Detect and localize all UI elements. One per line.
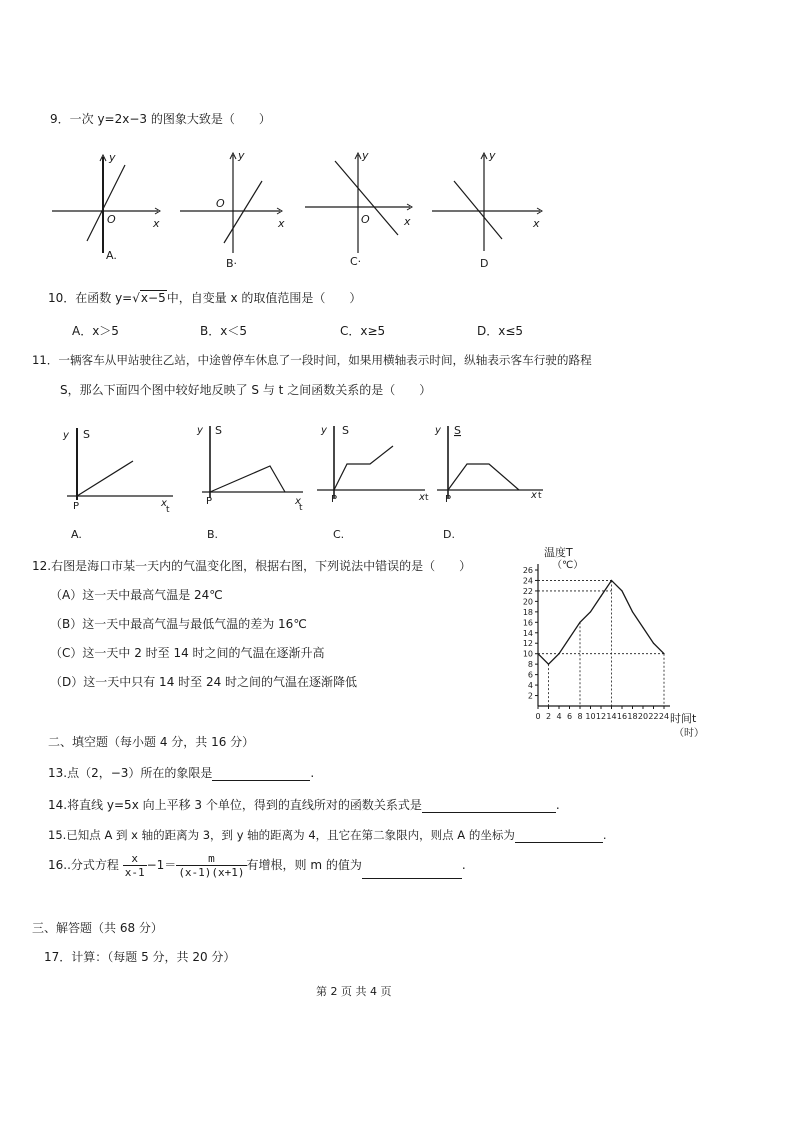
q9-graphs [40, 145, 560, 273]
q12-option-a: （A）这一天中最高气温是 24℃ [50, 588, 223, 602]
q11b-s: S [215, 424, 222, 437]
q11a-s: S [83, 428, 90, 441]
temperature-point [611, 580, 612, 581]
q10-option-a: A．x＞5 [72, 324, 119, 338]
y-tick-label: 20 [522, 597, 533, 607]
q11c-label: C. [333, 528, 345, 541]
y-tick-label: 24 [522, 576, 533, 586]
q11b-y: y [197, 425, 203, 436]
q11a-o: P [73, 501, 80, 512]
x-tick-label: 10 [585, 712, 596, 721]
x-tick-label: 8 [577, 712, 583, 721]
section3-heading: 三、解答题（共 68 分） [32, 921, 163, 935]
q9a-x: x [153, 217, 160, 230]
q9c-label: C· [350, 255, 362, 268]
q16-mid: −1＝ [146, 858, 177, 872]
q10-option-b: B．x＜5 [200, 324, 247, 338]
temperature-series-line [538, 580, 664, 664]
temperature-point [548, 664, 549, 665]
q16-prefix: 16..分式方程 [48, 858, 119, 872]
q11-line1: 11．一辆客车从甲站驶往乙站，中途曾停车休息了一段时间，如果用横轴表示时间，纵轴表示客车行驶的路程 [32, 353, 592, 367]
q11d-t: t [538, 491, 542, 501]
q9d-y: y [489, 149, 496, 162]
q9b-origin: O [216, 197, 225, 210]
x-tick-label: 6 [566, 712, 573, 721]
section2-heading: 二、填空题（每小题 4 分，共 16 分） [48, 735, 255, 749]
q10-option-c: C．x≥5 [340, 324, 386, 338]
temperature-point [590, 611, 591, 612]
temperature-chart [500, 540, 720, 742]
q11c-t: t [425, 493, 429, 503]
y-tick-label: 14 [522, 628, 533, 638]
q11d-y: y [435, 425, 441, 436]
q13-text: 13.点（2，−3）所在的象限是 [48, 766, 213, 780]
q12-option-d: （D）这一天中只有 14 时至 24 时之间的气温在逐渐降低 [50, 675, 358, 689]
q12-option-c: （C）这一天中 2 时至 14 时之间的气温在逐渐升高 [50, 646, 325, 660]
q11-graph-c [317, 424, 429, 541]
q16-f2-den: (x-1)(x+1) [178, 866, 245, 879]
temperature-point [569, 637, 570, 638]
x-tick-label: 2 [545, 712, 552, 721]
q11d-label: D. [443, 528, 455, 541]
q9-graph-c [305, 149, 412, 268]
q12-question: 12.右图是海口市某一天内的气温变化图，根据右图，下列说法中错误的是（ ） [32, 559, 472, 573]
q15-text: 15.已知点 A 到 x 轴的距离为 3，到 y 轴的距离为 4，且它在第二象限内，则点 A 的坐标为 [48, 828, 515, 842]
q16-fraction-1 [123, 852, 147, 879]
q11b-x: x [295, 496, 301, 507]
q10-prefix: 10．在函数 y= [48, 291, 133, 305]
q9b-label: B· [226, 257, 238, 270]
q16-suffix: 有增根，则 m 的值为 [246, 858, 362, 872]
q9c-x: x [404, 215, 411, 228]
q11d-o: P [445, 494, 452, 505]
q11c-o: P [331, 494, 338, 505]
chart-yunit: （℃） [552, 560, 584, 571]
q10-radicand: x−5 [140, 291, 166, 305]
y-tick-label: 26 [522, 566, 533, 575]
q13 [48, 764, 314, 781]
x-tick-label: 4 [556, 712, 562, 721]
q11-graph-a [62, 428, 173, 541]
chart-ylabel: 温度T [544, 546, 573, 559]
temperature-point [663, 653, 664, 654]
q10-question [48, 289, 361, 306]
q11b-t: t [299, 503, 303, 513]
q10-option-d: D．x≤5 [477, 324, 524, 338]
q15 [48, 827, 606, 843]
q11c-s: S [342, 424, 349, 437]
q9a-origin: O [107, 213, 116, 226]
q11c-x: x [419, 492, 425, 503]
q9a-y: y [109, 151, 116, 164]
temperature-point [558, 653, 559, 654]
temperature-point [621, 590, 622, 591]
q12-option-b: （B）这一天中最高气温与最低气温的差为 16℃ [50, 617, 307, 631]
temperature-point [600, 596, 601, 597]
temperature-point [642, 627, 643, 628]
q10-suffix: 中，自变量 x 的取值范围是（ ） [166, 291, 362, 305]
y-tick-label: 8 [527, 660, 533, 670]
x-tick-label: 24 [658, 712, 670, 721]
q14-end: . [555, 798, 560, 812]
q9b-x: x [278, 217, 285, 230]
q11-line2: S，那么下面四个图中较好地反映了 S 与 t 之间函数关系的是（ ） [60, 383, 432, 397]
y-tick-label: 16 [522, 618, 533, 628]
q11b-o: P [206, 496, 213, 507]
q11b-label: B. [207, 528, 219, 541]
x-tick-label: 14 [606, 712, 617, 721]
x-tick-label: 16 [616, 712, 628, 721]
q11d-s: S [454, 424, 461, 437]
q9d-x: x [533, 217, 540, 230]
q16-answer-blank[interactable] [362, 864, 462, 879]
q11-graph-b [196, 424, 303, 541]
y-tick-label: 12 [522, 639, 533, 649]
q11a-t: t [166, 505, 170, 515]
y-tick-label: 4 [527, 681, 533, 691]
q9-question: 9．一次 y=2x−3 的图象大致是（ ） [50, 112, 271, 126]
q16-end: . [461, 858, 466, 872]
q15-answer-blank[interactable] [515, 828, 603, 843]
q15-end: . [602, 828, 607, 842]
q9-graph-a [52, 151, 160, 262]
q11c-y: y [321, 425, 327, 436]
x-tick-label: 18 [627, 712, 638, 721]
temperature-point [537, 653, 538, 654]
temperature-point [632, 611, 633, 612]
y-tick-label: 22 [522, 586, 533, 596]
q11-graph-d [434, 424, 543, 541]
q14 [48, 796, 560, 813]
temperature-point [579, 622, 580, 623]
q10-sqrt-sign: √ [132, 291, 140, 305]
chart-xlabel: 时间t [670, 712, 697, 725]
q9a-label: A. [106, 249, 117, 262]
q13-answer-blank[interactable] [212, 766, 310, 781]
q11a-x: x [161, 498, 167, 509]
y-tick-label: 2 [527, 691, 533, 701]
q11a-label: A. [71, 528, 82, 541]
q17: 17．计算：（每题 5 分，共 20 分） [44, 950, 236, 964]
q16-f2-num: m [176, 852, 246, 866]
y-tick-label: 10 [522, 649, 533, 659]
q13-end: . [310, 766, 315, 780]
q9-graph-d [432, 149, 542, 270]
q16 [48, 852, 466, 879]
q9b-y: y [238, 149, 245, 162]
q14-answer-blank[interactable] [422, 798, 556, 813]
x-tick-label: 12 [595, 712, 607, 721]
q11d-x: x [531, 490, 537, 501]
q9c-origin: O [361, 213, 370, 226]
q16-f1-den: x-1 [124, 866, 145, 879]
page-footer: 第 2 页 共 4 页 [316, 985, 392, 998]
x-tick-label: 0 [535, 712, 541, 721]
q9c-y: y [362, 149, 369, 162]
q14-text: 14.将直线 y=5x 向上平移 3 个单位，得到的直线所对的函数关系式是 [48, 798, 422, 812]
y-tick-label: 6 [527, 670, 533, 680]
temperature-point [653, 643, 654, 644]
q9d-label: D [480, 257, 489, 270]
y-tick-label: 18 [522, 607, 533, 617]
q16-f1-num: x [123, 852, 147, 866]
chart-xunit: （时） [674, 728, 704, 739]
x-tick-label: 22 [648, 712, 659, 721]
x-tick-label: 20 [637, 712, 649, 721]
q11-graphs [55, 418, 555, 544]
q16-fraction-2 [176, 852, 246, 879]
q11a-y: y [63, 430, 69, 441]
q9-graph-b [180, 149, 285, 270]
